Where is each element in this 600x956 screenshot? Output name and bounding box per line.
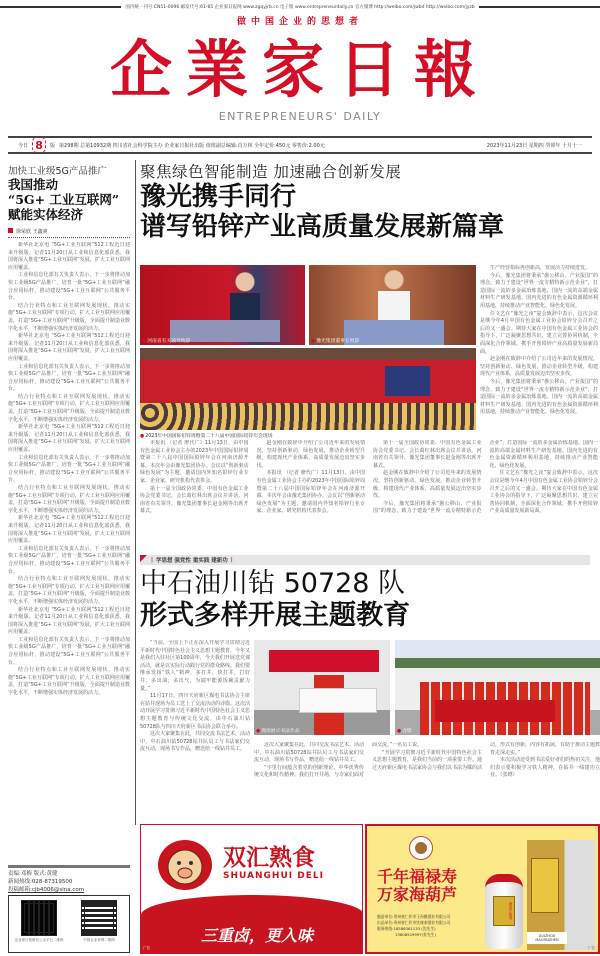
- today-label: 今日: [18, 142, 29, 149]
- photo-audience: [140, 403, 476, 430]
- liquor-box: [527, 840, 595, 950]
- liquor-bottle: [485, 874, 523, 949]
- qr-code-icon: [21, 900, 57, 936]
- section-label: 学思想 强党性 重实践 建新功: [156, 558, 228, 564]
- paragraph: 结合行业特点和工业互联网发展现状，推动实施“5G+工业互联网”专项行动，扩大工业互联网应用覆盖，打造“5G+工业互联网”升级版，全面提升制造业数字化水平，不断增强实体经济发展的活力。: [8, 302, 130, 332]
- main-story-kicker: 聚焦绿色智能制造 加速融合创新发展: [140, 163, 402, 181]
- photo-caption: ● 2023年中国国际铅锌周暨第二十八届中国国际铅锌年会现场: [140, 432, 273, 439]
- paragraph: 第十一届全国政协常委、中国有色金属工业协会党委书记、会长葛红林出席会议并讲话。河南省有关领导、豫光集团董事长赵金刚等出席开幕式。: [373, 440, 482, 469]
- second-story-header[interactable]: [140, 568, 600, 632]
- ad-haihulu-liquor[interactable]: [365, 824, 600, 954]
- byline-text: 徐荣欣 王鑫爽: [16, 229, 48, 235]
- second-story-left-body: [140, 640, 250, 810]
- qr-code-web[interactable]: [74, 900, 124, 952]
- news-hotline: 新闻热线:028-87319500: [8, 879, 73, 885]
- liquor-logo-icon: [409, 836, 433, 860]
- paragraph: 结合行业特点和工业互联网发展现状，推动实施“5G+工业互联网”专项行动，扩大工业互联网应用覆盖，打造“5G+工业互联网”升级版，全面提升制造业数字化水平，不断增强实体经济发展的活力。: [8, 667, 130, 697]
- paragraph: 本报讯 （记者 廖代广）11月13日，由中国有色金属工业协会主办的2023年中国国际铅锌周暨第二十八届中国国际铅锌年会在河南济源开幕。本次年会由豫光集团协办。会议以“创新驱动 绿色发展”为主题，邀请国内外知名铅锌行业专家、企业家、研究机构代表参会。: [256, 470, 365, 515]
- ad-slogan: 三重卤，更入味: [201, 926, 314, 945]
- ad-tag: 广告: [588, 946, 595, 950]
- photo-banner: [269, 650, 379, 672]
- paragraph: 赵金刚在致辞中介绍了公司近年来的发展情况，坚持创新驱动、绿色发展，推动企业转型升级，构建现代产业体系，高质量发展迈出坚实步伐。: [373, 470, 482, 500]
- paragraph: 今后，豫光集团将秉承“愚公移山，产业报国”的理念，致力于建设“世界一流专精特新示范企业”，打造国际一流的多金属冶炼基地、国内一流的高端金属材料生产研发基地、国内先进的有色金属资源循环利用基地，持续推动产业智能化、绿色化发展。: [480, 272, 598, 309]
- ad-contact: [377, 914, 450, 938]
- paragraph: 任文艺在“豫光之夜”宴会致辞中表示，这次会议是继今年4月中国有色金属工业协会铅锌分会召开之后的又一盛会。期待大家在中国有色金属工业协会的指导下，广泛凝聚思想共识，建立完善协同机制，全面深化合作领域，携手开创铅锌产业高质量发展新局面。: [489, 470, 598, 515]
- box-label: GUIZHOU MAOPAIZHEN: [527, 932, 567, 944]
- main-story-headline-2: 谱写铅锌产业高质量发展新篇章: [140, 212, 505, 242]
- paragraph: 新华社北京电 “5G+工业互联网”512工程近日迎来升级版。记者11月20日从工业和信息化部获悉，我国将深入推进“5G+工业互联网”发展，扩大工业互联网应用覆盖。: [8, 242, 130, 271]
- photo-painting: [299, 688, 377, 713]
- ad-shuanghui[interactable]: [140, 824, 363, 954]
- pig-logo-icon: [157, 839, 213, 891]
- newspaper-logo-en: ENTREPRENEURS' DAILY: [218, 110, 382, 123]
- main-story-header[interactable]: [140, 160, 600, 242]
- left-story-body: [8, 242, 130, 857]
- photo-banner: [435, 700, 555, 722]
- ad-hotline-1: 服务热线:18586361133 (沈先生): [377, 926, 436, 931]
- paragraph: 工业和信息化部有关负责人表示，下一步将推动加快工业级5G产品推广，培育一批“5G+工业互联网”融合应用标杆，推动建设“5G+工业互联网”公共服务平台。: [8, 363, 130, 393]
- top-info-strip: [0, 3, 600, 11]
- ad-headline: [377, 868, 457, 904]
- paragraph: 任文艺在“豫光之夜”宴会致辞中表示，这次会议是继今年4月中国有色金属工业协会铅锌分会召开之后的又一盛会。期待大家在中国有色金属工业协会的指导下，广泛凝聚思想共识，建立完善协同机制，全面深化合作领域，携手开创铅锌产业高质量发展新局面。: [480, 310, 598, 355]
- paragraph: 本报讯 （记者 廖代广）11月13日，由中国有色金属工业协会主办的2023年中国国际铅锌周暨第二十八届中国国际铅锌年会在河南济源开幕。本次年会由豫光集团协办。会议以“创新驱动 绿色发展”为主题，邀请国内外知名铅锌行业专家、企业家、研究机构代表参会。: [140, 440, 249, 484]
- byline: [8, 228, 130, 238]
- ad-headline-2: 万家海葫芦: [377, 885, 458, 904]
- photo-group: [395, 640, 600, 735]
- photo-conference-hall: [140, 348, 476, 430]
- pages-unit: 版: [50, 142, 56, 149]
- section-bar: | 学思想 强党性 重实践 建新功 |: [140, 555, 590, 565]
- ad-hotline-2: 13608529997(张先生): [395, 932, 436, 937]
- photo-screen: [385, 366, 430, 396]
- ad-brand-cn: 双汇熟食: [223, 845, 315, 871]
- ad-brewer: 酿造单位:贵州省仁怀市王芮酰酒业有限公司: [377, 914, 451, 919]
- paragraph: 工业和信息化部有关负责人表示，下一步将推动加快工业级5G产品推广，培育一批“5G+工业互联网”融合应用标杆，推动建设“5G+工业互联网”公共服务平台。: [8, 272, 130, 302]
- main-story-headline-1: 豫光携手同行: [140, 182, 297, 212]
- paragraph: 这次大家聚集在此，共同交流书法艺术。活动中，中石油川钻50728钻井队员工与书法家们交流互动，现场书写作品，赠送给一线钻井员工。: [254, 742, 365, 764]
- newspaper-logo: 企業家日報: [109, 33, 490, 106]
- paragraph: “开展学习贯彻习近平新时代中国特色社会主义思想主题教育，是我们当前的一项重要工作。通过天府新区煤电书法家协会与我们以书法为媒的活动，形式有创新，内容有拓展，有助于推动主题教育走深走实。”: [372, 742, 600, 771]
- photo-speaker-1: [140, 265, 305, 345]
- paragraph: 第十一届全国政协常委、中国有色金属工业协会党委书记、会长葛红林出席会议并讲话。河南省有关领导、豫光集团董事长赵金刚等出席开幕式。: [140, 485, 249, 515]
- ad-headline-1: 千年福禄寿: [377, 867, 458, 886]
- paragraph: 赵金刚在致辞中介绍了公司近年来的发展情况，坚持创新驱动、绿色发展，推动企业转型升级，构建现代产业体系，高质量发展迈出坚实步伐。: [256, 440, 365, 469]
- paragraph: 工业和信息化部有关负责人表示，下一步将推动加快工业级5G产品推广，培育一批“5G+工业互联网”融合应用标杆，推动建设“5G+工业互联网”公共服务平台。: [8, 454, 130, 484]
- qr-code-icon: [81, 900, 117, 936]
- main-story-body: [140, 440, 598, 545]
- paragraph: “字里行间蕴含着党的创新理论，中华优秀传统文化和时代精神。我们打开井场，与专家们面对面交流。”一名员工说。: [254, 742, 423, 779]
- photo-caption: ● 豫光集团董事长致辞: [311, 337, 359, 344]
- publication-info: 国内统一刊号:CN51-0096 邮发代号:61-85 企业家日报网 www.zgqyjrb.cn 电子版 www.entrepreneurdaily.cn 官方微博 http://weibo.com/jwbd http://weibo.com/jyzb: [125, 5, 475, 10]
- page-count-badge: 8: [32, 137, 46, 153]
- second-story-body: [254, 742, 600, 812]
- paragraph: 新华社北京电 “5G+工业互联网”512工程近日迎来升级版。记者11月20日从工业和信息化部获悉，我国将深入推进“5G+工业互联网”发展，扩大工业互联网应用覆盖。: [8, 606, 130, 636]
- editor-credit: 责编:邓梅 版式:黄健: [8, 871, 58, 877]
- slogan: 做中国企业的思想者: [236, 17, 363, 27]
- qr-caption: 企业家日报微信公众平台二维码: [14, 938, 64, 942]
- paragraph: 这次大家聚集在此，共同交流书法艺术。活动中，中石油川钻50728钻井队员工与书法家们交流互动，现场书写作品，赠送给一线钻井员工。: [140, 731, 250, 753]
- paragraph: 生产经营指标再创新高，发展活力持续迸发。: [490, 265, 591, 271]
- bottle-label: 海葫芦酱酒: [493, 896, 515, 926]
- paragraph: 工业和信息化部有关负责人表示，下一步将推动加快工业级5G产品推广，培育一批“5G+工业互联网”融合应用标杆，推动建设“5G+工业互联网”公共服务平台。: [8, 545, 130, 575]
- second-story-headline-2: 形式多样开展主题教育: [140, 600, 410, 631]
- photo-caption: ● 现场展示书法作品: [256, 727, 300, 734]
- left-story-kicker: 加快工业级5G产品推广: [8, 166, 107, 177]
- column-divider: [135, 160, 136, 825]
- photo-caption: ● 河南省有关领导致辞: [142, 337, 190, 344]
- issue-date: 2023年11月23日 星期四 癸卯年 十月十一: [486, 142, 582, 149]
- paragraph: 结合行业特点和工业互联网发展现状，推动实施“5G+工业互联网”专项行动，扩大工业互联网应用覆盖，打造“5G+工业互联网”升级版，全面提升制造业数字化水平，不断增强实体经济发展的活力。: [8, 393, 130, 423]
- paragraph: 本次活动还受到书法爱好者们的热切关注，他们表示要积极学习铁人精神，在钻井一线建功立业。（张晓）: [490, 757, 600, 779]
- issue-details: 第298期 总第10932期 四川省社会科学院主办 企业家日报社出版 值班副总编辑:肖万林 全年定价:450元 零售价:2.00元: [59, 142, 325, 149]
- issue-info-bar: [8, 136, 592, 154]
- paragraph: 今后，豫光集团将秉承“愚公移山，产业报国”的理念，致力于建设“世界一流专精特新示范企业”，打造国际一流的多金属冶炼基地、国内一流的高端金属材料生产研发基地、国内先进的有色金属资源循环利用基地，持续推动产业智能化、绿色化发展。: [373, 440, 598, 515]
- paragraph: 新华社北京电 “5G+工业互联网”512工程近日迎来升级版。记者11月20日从工业和信息化部获悉，我国将深入推进“5G+工业互联网”发展，扩大工业互联网应用覆盖。: [8, 424, 130, 454]
- photo-speaker-2: [309, 265, 476, 345]
- paragraph: 工业和信息化部有关负责人表示，下一步将推动加快工业级5G产品推广，培育一批“5G+工业互联网”融合应用标杆，推动建设“5G+工业互联网”公共服务平台。: [8, 636, 130, 666]
- ad-brand-en: SHUANGHUI DELI: [223, 871, 324, 881]
- paragraph: 结合行业特点和工业互联网发展现状，推动实施“5G+工业互联网”专项行动，扩大工业互联网应用覆盖，打造“5G+工业互联网”升级版，全面提升制造业数字化水平，不断增强实体经济发展的活力。: [8, 576, 130, 605]
- left-story-headline-3: 赋能实体经济: [8, 207, 84, 222]
- ad-tag: 广告: [143, 946, 150, 950]
- second-story-headline-1: 中石油川钻 50728 队: [140, 568, 406, 599]
- left-story[interactable]: [8, 163, 130, 857]
- ad-producer: 出品单位:贵州省仁怀市饮康泰酒业有限公司: [377, 920, 451, 925]
- left-story-headline-1: 我国推动: [8, 177, 59, 192]
- left-story-headline-2: “5G+ 工业互联网”: [8, 192, 120, 207]
- paragraph: 新华社北京电 “5G+工业互联网”512工程近日迎来升级版。记者11月20日从工业和信息化部获悉，我国将深入推进“5G+工业互联网”发展，扩大工业互联网应用覆盖。: [8, 515, 130, 545]
- editor-info: [8, 865, 130, 894]
- red-triangle-icon: [140, 555, 147, 562]
- paragraph: 赵金刚在致辞中介绍了公司近年来的发展情况，坚持创新驱动、绿色发展，推动企业转型升级，构建现代产业体系，高质量发展迈出坚实步伐。: [480, 356, 598, 378]
- submission-email[interactable]: 投稿邮箱:cjb4006@sina.com: [8, 887, 85, 893]
- paragraph: “当前，全国上下正在深入开展学习贯彻习近平新时代中国特色社会主义思想主题教育，今年又是我们入驻社区第100周年，今天我们开展送党课活动，就是以实际行动践行党的群众路线。我们要继承发扬“铁人”精神，多打井，快打井，打好井，多出油，多出气，为端牢能源饭碗贡献力量。”: [140, 640, 250, 692]
- qr-code-wechat[interactable]: [14, 900, 64, 952]
- qr-caption: 中国企业家网二维码: [83, 938, 115, 942]
- qr-code-box: [8, 895, 130, 953]
- photo-caption: ● 合影: [397, 727, 412, 734]
- paragraph: 今后，豫光集团将秉承“愚公移山，产业报国”的理念，致力于建设“世界一流专精特新示范企业”，打造国际一流的多金属冶炼基地、国内一流的高端金属材料生产研发基地、国内先进的有色金属资源循环利用基地，持续推动产业智能化、绿色化发展。: [480, 378, 598, 416]
- paragraph: 结合行业特点和工业互联网发展现状，推动实施“5G+工业互联网”专项行动，扩大工业互联网应用覆盖，打造“5G+工业互联网”升级版，全面提升制造业数字化水平，不断增强实体经济发展的活力。: [8, 485, 130, 514]
- photo-calligraphy: [254, 640, 390, 735]
- paragraph: 11月17日，四川天府新区煤电书法协会主席在钻井现场为员工送上了交流活动的诗篇。这次活动开展学习贯彻习近平新时代中国特色社会主义思想主题教育与传统文化交流，由中石油川钻50728队与四川天府新区书法协会联合举办。: [140, 693, 250, 730]
- paragraph: 新华社北京电 “5G+工业互联网”512工程近日迎来升级版。记者11月20日从工业和信息化部获悉，我国将深入推进“5G+工业互联网”发展，扩大工业互联网应用覆盖。: [8, 333, 130, 362]
